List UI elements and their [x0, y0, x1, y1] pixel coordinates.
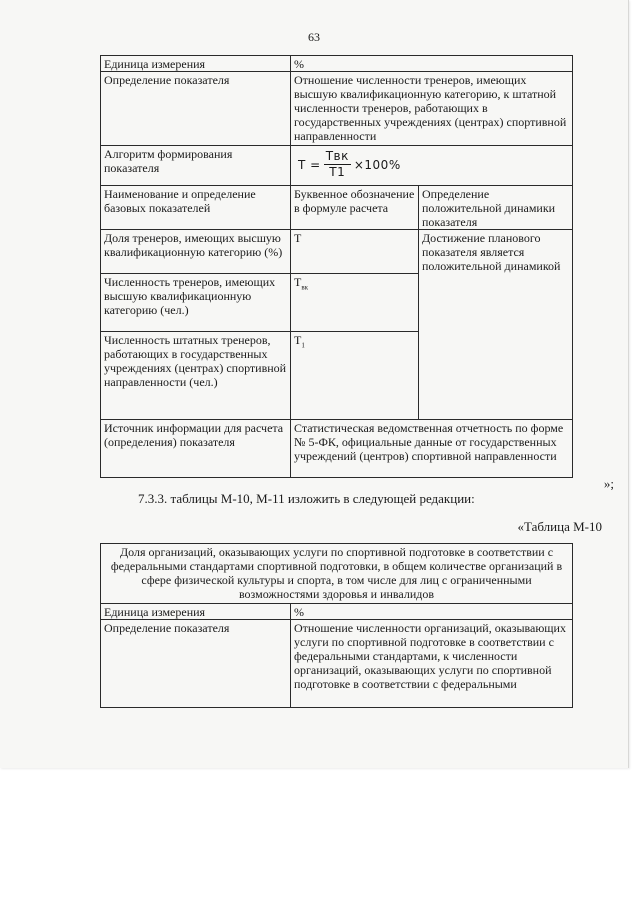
formula-fraction [324, 149, 351, 180]
header-dynamics: Определение положительной динамики показателя [419, 186, 573, 230]
table-row [101, 420, 573, 478]
definition-label: Определение показателя [101, 72, 291, 146]
table-row [101, 230, 573, 274]
formula-lhs: T = [298, 157, 321, 172]
formula [294, 147, 401, 180]
base-name: Численность штатных тренеров, работающих в государственных учреждениях (центрах) спортивной направленности (чел.) [101, 332, 291, 420]
page-number: 63 [308, 30, 320, 44]
header-symbol: Буквенное обозначение в формуле расчета [291, 186, 419, 230]
base-symbol: $Т_1$ [291, 332, 419, 420]
definition-value: Отношение численности тренеров, имеющих высшую квалификационную категорию, к штатной численности тренеров, работающих в государственных учреждениях (центрах) спортивной направленности [291, 72, 573, 146]
unit-label: Единица измерения [101, 604, 291, 620]
closing-mark: »; [603, 476, 614, 491]
definition-label: Определение показателя [101, 620, 291, 708]
base-name: Доля тренеров, имеющих высшую квалификационную категорию (%) [101, 230, 291, 274]
dynamics-definition: Достижение планового показателя является положительной динамикой [419, 230, 573, 420]
table-row [101, 620, 573, 708]
table-label: «Таблица М-10 [517, 519, 602, 534]
table-row [101, 186, 573, 230]
source-value: Статистическая ведомственная отчетность по форме № 5-ФК, официальные данные от государственных учреждений (центров) спортивной направленности [291, 420, 573, 478]
source-label: Источник информации для расчета (определения) показателя [101, 420, 291, 478]
table-row [101, 604, 573, 620]
algorithm-label: Алгоритм формирования показателя [101, 146, 291, 186]
base-symbol: $Т_{вк}$ [291, 274, 419, 332]
definition-value: Отношение численности организаций, оказывающих услуги по спортивной подготовке в соответствии с федеральными стандартами, к численности организаций, оказывающих услуги по спортивной подготовке в соответствии с федеральными [291, 620, 573, 708]
formula-cell [291, 146, 573, 186]
unit-label: Единица измерения [101, 56, 291, 72]
formula-denominator: T1 [329, 165, 346, 179]
table-row [101, 544, 573, 604]
base-name: Численность тренеров, имеющих высшую квалификационную категорию (чел.) [101, 274, 291, 332]
table-title: Доля организаций, оказывающих услуги по спортивной подготовке в соответствии с федеральными стандартами спортивной подготовки, в общем количестве организаций в сфере физической культуры и спорта, в том числе для лиц с ограниченными возможностями здоровья и инвалидов [101, 544, 573, 604]
indicator-table-m9 [100, 55, 573, 478]
table-row [101, 56, 573, 72]
unit-value: % [291, 56, 573, 72]
table-row [101, 146, 573, 186]
table-row [101, 72, 573, 146]
base-symbol: Т [291, 230, 419, 274]
indicator-table-m10 [100, 543, 573, 708]
formula-numerator: Tвк [325, 149, 349, 163]
formula-rhs: ×100% [353, 157, 401, 172]
header-base-name: Наименование и определение базовых показателей [101, 186, 291, 230]
unit-value: % [291, 604, 573, 620]
paragraph-7-3-3: 7.3.3. таблицы М-10, М-11 изложить в следующей редакции: [138, 491, 475, 506]
